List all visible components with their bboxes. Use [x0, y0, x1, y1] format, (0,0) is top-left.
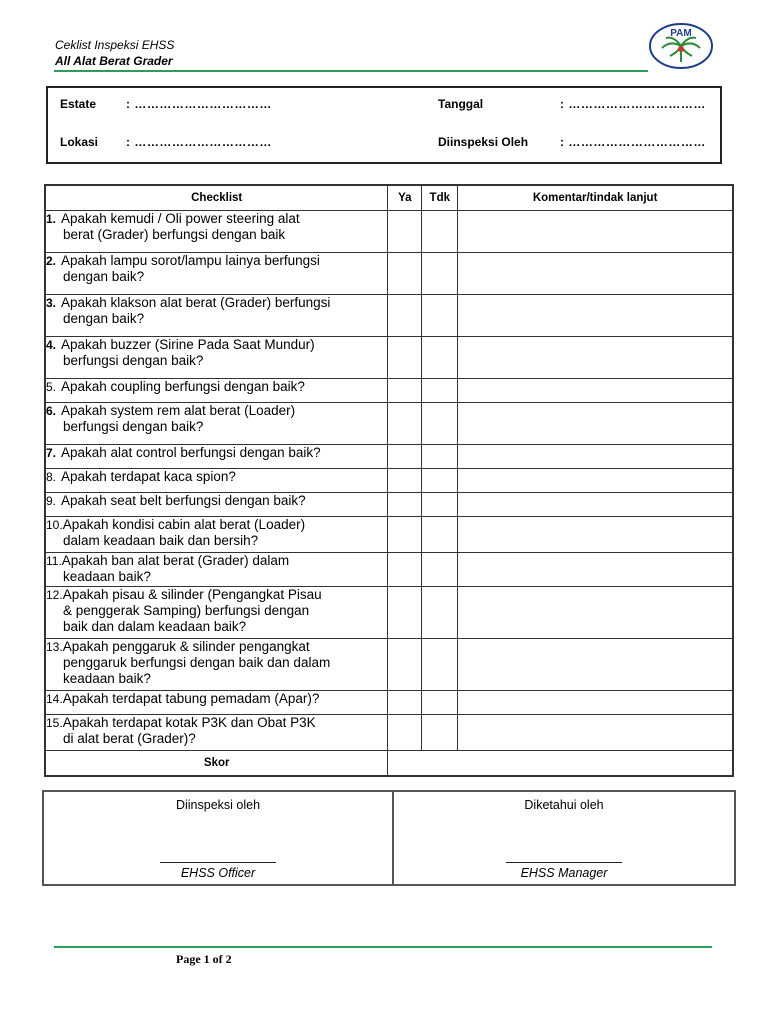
question-number: 13. — [46, 640, 63, 654]
question-line: Apakah coupling berfungsi dengan baik? — [61, 379, 305, 394]
table-header-row — [45, 185, 733, 211]
table-row — [45, 253, 733, 295]
ya-cell[interactable] — [388, 587, 422, 639]
ya-cell[interactable] — [388, 493, 422, 517]
officer-role: EHSS Officer — [180, 866, 256, 880]
question-number: 14. — [46, 692, 63, 706]
komentar-cell[interactable] — [458, 715, 733, 751]
question-line: dengan baik? — [63, 311, 145, 326]
skor-label: Skor — [45, 751, 388, 777]
diinspeksi-field[interactable]: : …………………………… — [560, 135, 706, 149]
page-number: Page 1 of 2 — [176, 952, 232, 966]
question-number: 10. — [46, 518, 63, 532]
question-number: 4. — [46, 338, 57, 352]
question-line: Apakah seat belt berfungsi dengan baik? — [61, 493, 306, 508]
ya-cell[interactable] — [388, 517, 422, 553]
question-line: keadaan baik? — [63, 569, 151, 584]
tanggal-field[interactable]: : …………………………… — [560, 97, 706, 111]
question-line: Apakah kondisi cabin alat berat (Loader) — [62, 517, 306, 532]
signature-line-manager[interactable] — [506, 862, 622, 863]
komentar-cell[interactable] — [458, 517, 733, 553]
skor-value-cell[interactable] — [388, 751, 733, 777]
tdk-cell[interactable] — [422, 295, 458, 337]
col-ya: Ya — [388, 185, 422, 211]
estate-field[interactable]: : …………………………… — [126, 97, 272, 111]
checklist-question — [45, 715, 388, 751]
question-number: 8. — [46, 470, 57, 484]
tdk-cell[interactable] — [422, 493, 458, 517]
komentar-cell[interactable] — [458, 403, 733, 445]
question-line: Apakah lampu sorot/lampu lainya berfungsi — [61, 253, 320, 268]
table-row — [45, 553, 733, 587]
table-row — [45, 587, 733, 639]
col-checklist: Checklist — [45, 185, 388, 211]
ya-cell[interactable] — [388, 691, 422, 715]
tdk-cell[interactable] — [422, 691, 458, 715]
checklist-question — [45, 211, 388, 253]
komentar-cell[interactable] — [458, 469, 733, 493]
question-line: Apakah terdapat tabung pemadam (Apar)? — [62, 691, 320, 706]
tdk-cell[interactable] — [422, 445, 458, 469]
komentar-cell[interactable] — [458, 253, 733, 295]
question-number: 3. — [46, 296, 57, 310]
footer-line — [54, 946, 712, 948]
ya-cell[interactable] — [388, 253, 422, 295]
checklist-question — [45, 553, 388, 587]
checklist-question — [45, 587, 388, 639]
skor-row — [45, 751, 733, 777]
col-komentar: Komentar/tindak lanjut — [458, 185, 733, 211]
lokasi-field[interactable]: : …………………………… — [126, 135, 272, 149]
question-line: Apakah buzzer (Sirine Pada Saat Mundur) — [61, 337, 315, 352]
ya-cell[interactable] — [388, 553, 422, 587]
question-line: berfungsi dengan baik? — [63, 419, 204, 434]
logo-text: PAM — [670, 28, 692, 39]
question-line: dengan baik? — [63, 269, 145, 284]
col-tdk: Tdk — [422, 185, 458, 211]
acknowledged-by-label: Diketahui oleh — [524, 798, 604, 812]
info-box — [46, 86, 722, 164]
ya-cell[interactable] — [388, 337, 422, 379]
question-line: Apakah alat control berfungsi dengan baik? — [61, 445, 321, 460]
tdk-cell[interactable] — [422, 587, 458, 639]
checklist-table — [44, 184, 734, 777]
table-row — [45, 639, 733, 691]
tdk-cell[interactable] — [422, 337, 458, 379]
question-line: Apakah penggaruk & silinder pengangkat — [62, 639, 310, 654]
tdk-cell[interactable] — [422, 639, 458, 691]
table-row — [45, 403, 733, 445]
signature-right — [394, 792, 734, 884]
komentar-cell[interactable] — [458, 587, 733, 639]
header-line — [54, 70, 648, 72]
checklist-question — [45, 639, 388, 691]
question-line: keadaan baik? — [63, 671, 151, 686]
ya-cell[interactable] — [388, 403, 422, 445]
question-line: Apakah system rem alat berat (Loader) — [61, 403, 296, 418]
question-line: Apakah ban alat berat (Grader) dalam — [61, 553, 290, 568]
ya-cell[interactable] — [388, 715, 422, 751]
checklist-question — [45, 253, 388, 295]
table-row — [45, 715, 733, 751]
ya-cell[interactable] — [388, 211, 422, 253]
checklist-question — [45, 493, 388, 517]
question-number: 7. — [46, 446, 57, 460]
komentar-cell[interactable] — [458, 553, 733, 587]
question-number: 11. — [46, 554, 62, 568]
checklist-question — [45, 403, 388, 445]
checklist-question — [45, 469, 388, 493]
pam-logo — [648, 22, 714, 70]
question-number: 1. — [46, 212, 57, 226]
question-number: 15. — [46, 716, 63, 730]
lokasi-label: Lokasi — [60, 135, 99, 149]
komentar-cell[interactable] — [458, 691, 733, 715]
komentar-cell[interactable] — [458, 379, 733, 403]
inspected-by-label: Diinspeksi oleh — [175, 798, 261, 812]
question-line: penggaruk berfungsi dengan baik dan dalam — [63, 655, 331, 670]
doc-subtitle: All Alat Berat Grader — [55, 54, 173, 68]
komentar-cell[interactable] — [458, 493, 733, 517]
estate-label: Estate — [60, 97, 97, 111]
tdk-cell[interactable] — [422, 403, 458, 445]
ya-cell[interactable] — [388, 639, 422, 691]
manager-role: EHSS Manager — [520, 866, 608, 880]
checklist-question — [45, 295, 388, 337]
tdk-cell[interactable] — [422, 517, 458, 553]
komentar-cell[interactable] — [458, 295, 733, 337]
table-row — [45, 691, 733, 715]
tanggal-label: Tanggal — [438, 97, 484, 111]
ya-cell[interactable] — [388, 445, 422, 469]
ya-cell[interactable] — [388, 295, 422, 337]
question-line: Apakah pisau & silinder (Pengangkat Pisau — [62, 587, 322, 602]
signature-left — [44, 792, 392, 884]
question-number: 5. — [46, 380, 57, 394]
signature-line-officer[interactable] — [160, 862, 276, 863]
signature-box — [42, 790, 736, 886]
question-number: 12. — [46, 588, 63, 602]
tdk-cell[interactable] — [422, 253, 458, 295]
tdk-cell[interactable] — [422, 379, 458, 403]
checklist-question — [45, 445, 388, 469]
checklist-question — [45, 691, 388, 715]
komentar-cell[interactable] — [458, 211, 733, 253]
question-line: berat (Grader) berfungsi dengan baik — [63, 227, 286, 242]
question-line: di alat berat (Grader)? — [63, 731, 196, 746]
question-line: berfungsi dengan baik? — [63, 353, 204, 368]
tdk-cell[interactable] — [422, 211, 458, 253]
tdk-cell[interactable] — [422, 469, 458, 493]
ya-cell[interactable] — [388, 469, 422, 493]
question-line: dalam keadaan baik dan bersih? — [63, 533, 259, 548]
komentar-cell[interactable] — [458, 639, 733, 691]
ya-cell[interactable] — [388, 379, 422, 403]
checklist-question — [45, 517, 388, 553]
question-number: 9. — [46, 494, 57, 508]
table-row — [45, 493, 733, 517]
checklist-question — [45, 337, 388, 379]
question-line: Apakah kemudi / Oli power steering alat — [61, 211, 300, 226]
table-row — [45, 211, 733, 253]
question-number: 6. — [46, 404, 57, 418]
table-row — [45, 517, 733, 553]
table-row — [45, 295, 733, 337]
question-line: & penggerak Samping) berfungsi dengan — [63, 603, 310, 618]
table-row — [45, 379, 733, 403]
diinspeksi-label: Diinspeksi Oleh — [438, 135, 529, 149]
table-row — [45, 445, 733, 469]
question-number: 2. — [46, 254, 57, 268]
table-row — [45, 469, 733, 493]
question-line: Apakah terdapat kotak P3K dan Obat P3K — [62, 715, 316, 730]
question-line: Apakah klakson alat berat (Grader) berfungsi — [61, 295, 331, 310]
tdk-cell[interactable] — [422, 553, 458, 587]
question-line: baik dan dalam keadaan baik? — [63, 619, 247, 634]
doc-title: Ceklist Inspeksi EHSS — [55, 38, 175, 52]
table-row — [45, 337, 733, 379]
komentar-cell[interactable] — [458, 337, 733, 379]
komentar-cell[interactable] — [458, 445, 733, 469]
question-line: Apakah terdapat kaca spion? — [61, 469, 236, 484]
tdk-cell[interactable] — [422, 715, 458, 751]
checklist-question — [45, 379, 388, 403]
